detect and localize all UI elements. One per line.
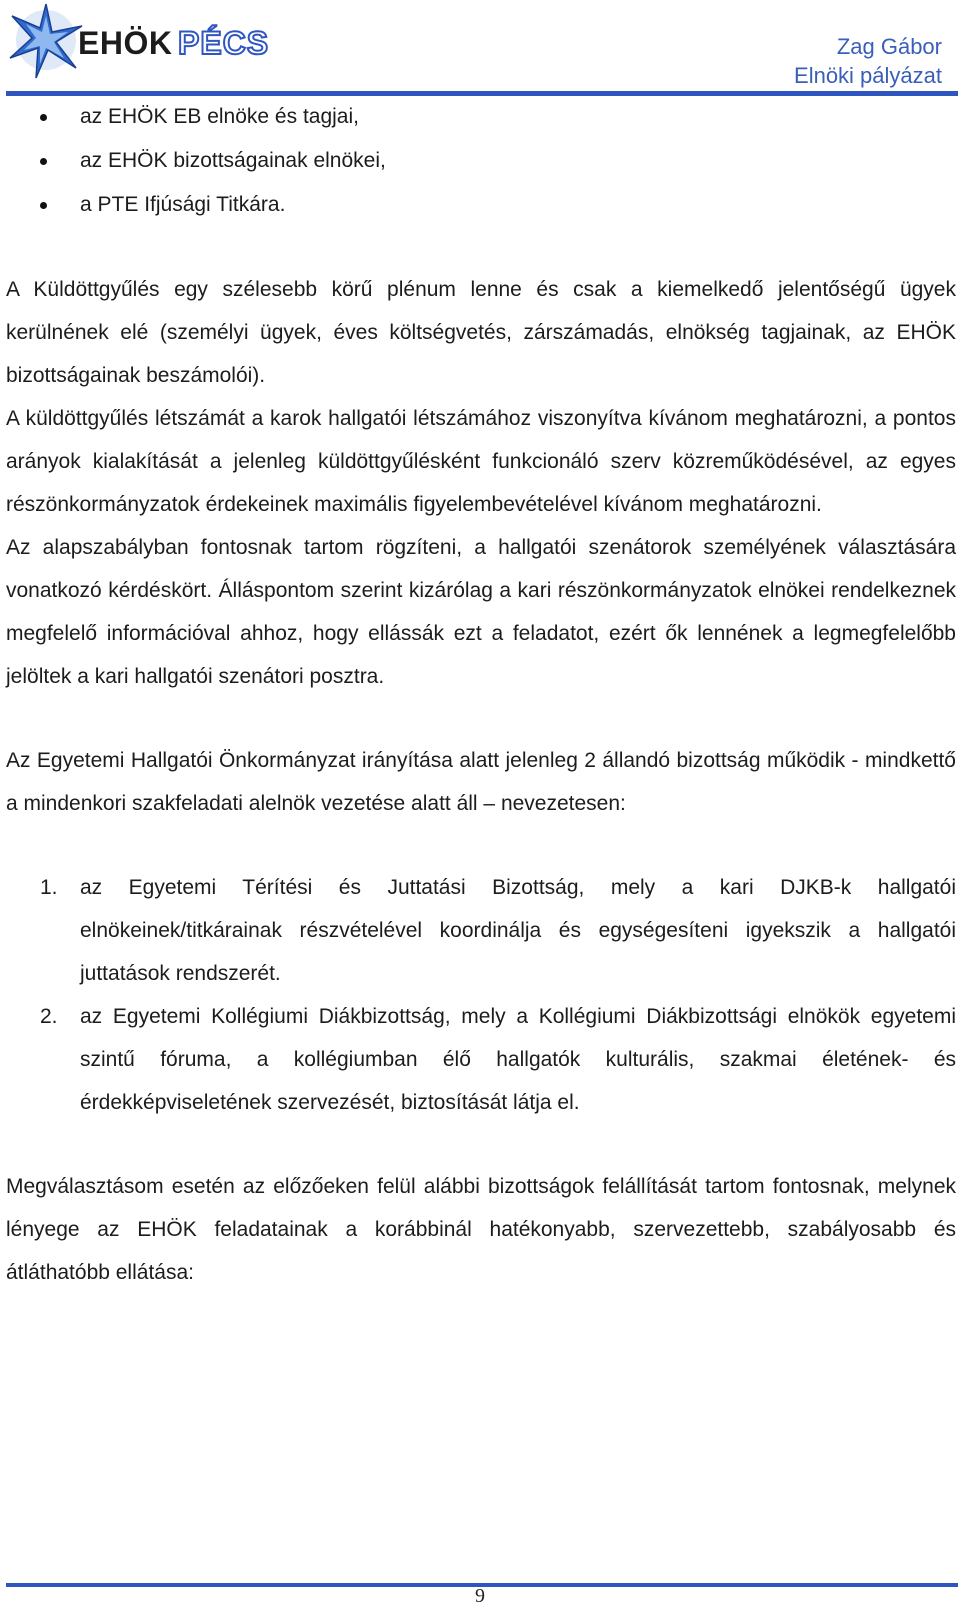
list-number: 1. [40,876,58,899]
header-author-block [794,32,942,90]
bullet-icon [40,202,47,209]
bullet-list [6,95,956,227]
document-title: Elnöki pályázat [794,63,942,88]
paragraph-bizottsagok: Az Egyetemi Hallgatói Önkormányzat irányítása alatt jelenleg 2 állandó bizottság működik - mindkettő a mindenkori szakfeladati alelnök vezetése alatt áll – nevezetesen: [6,749,956,815]
star-burst-icon [10,4,82,78]
list-item-text: az Egyetemi Térítési és Juttatási Bizottság, mely a kari DJKB-k hallgatói elnökeinek/titkárainak részvételével koordinálja és egységesíteni igyekszik a hallgatói juttatások rendszerét. [80,876,956,985]
paragraph-uj-bizottsagok: Megválasztásom esetén az előzőeken felül alábbi bizottságok felállítását tartom fontosnak, melynek lényege az EHÖK feladatainak a korábbinál hatékonyabb, szervezettebb, szabályosabb és átláthatóbb ellátása: [6,1175,956,1284]
list-item [6,183,956,227]
list-item [6,95,956,139]
spacer [6,1124,956,1165]
page-number: 9 [475,1585,485,1607]
list-number: 2. [40,1005,58,1028]
page-header [0,0,960,96]
list-item [6,866,956,995]
author-name: Zag Gábor [836,34,942,59]
list-item-text: az EHÖK bizottságainak elnökei, [80,149,386,172]
bullet-icon [40,114,47,121]
page-body [6,95,956,1294]
bullet-icon [40,158,47,165]
list-item [6,139,956,183]
spacer [6,227,956,268]
spacer [6,825,956,866]
list-item-text: az Egyetemi Kollégiumi Diákbizottság, mely a Kollégiumi Diákbizottsági elnökök egyetemi szintű fóruma, a kollégiumban élő hallgatók kulturális, szakmai életének- és érdekképviseletének szervezését, biztosítását látja el. [80,1005,956,1114]
svg-text:EHÖK: EHÖK [78,25,173,61]
svg-text:PÉCS: PÉCS [178,25,270,61]
list-item [6,995,956,1124]
paragraph-szenatorok: Az alapszabályban fontosnak tartom rögzíteni, a hallgatói szenátorok személyének választására vonatkozó kérdéskört. Álláspontom szerint kizárólag a kari részönkormányzatok elnökei rendelkeznek megfelelő információval ahhoz, hogy ellássák ezt a feladatot, ezért ők lennének a legmegfelelőbb jelöltek a kari hallgatói szenátori posztra. [6,536,956,688]
numbered-list [6,866,956,1124]
spacer [6,698,956,739]
list-item-text: a PTE Ifjúsági Titkára. [80,193,286,216]
paragraph-kuldottgyules-letszam: A küldöttgyűlés létszámát a karok hallgatói létszámához viszonyítva kívánom meghatározni, a pontos arányok kialakítását a jelenleg küldöttgyűlésként funkcionáló szerv közreműködésével, az egyes részönkormányzatok érdekeinek maximális figyelembevételével kívánom meghatározni. [6,407,956,516]
list-item-text: az EHÖK EB elnöke és tagjai, [80,105,359,128]
ehok-pecs-logo [6,2,296,80]
paragraph-kuldottgyules-plenum: A Küldöttgyűlés egy szélesebb körű plénum lenne és csak a kiemelkedő jelentőségű ügyek kerülnének elé (személyi ügyek, éves költségvetés, zárszámadás, elnökség tagjainak, az EHÖK bizottságainak beszámolói). [6,278,956,387]
